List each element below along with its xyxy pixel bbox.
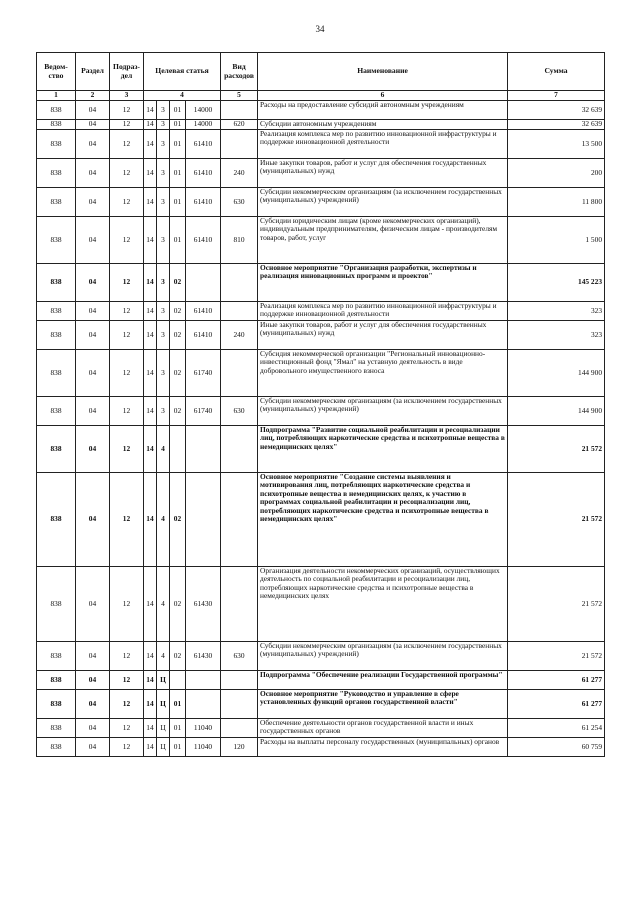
cell-direction — [186, 264, 221, 302]
table-row — [37, 130, 605, 159]
header-podrazdel: Подраз-дел — [110, 53, 144, 91]
cell-podrazdel: 12 — [110, 397, 144, 426]
cell-event: 01 — [170, 120, 186, 130]
cell-direction: 61430 — [186, 567, 221, 642]
table-row — [37, 188, 605, 217]
cell-event: 02 — [170, 473, 186, 567]
table-row — [37, 690, 605, 719]
cell-expense-type: 620 — [221, 120, 258, 130]
cell-razdel: 04 — [76, 321, 110, 350]
table-row — [37, 217, 605, 264]
table-row — [37, 567, 605, 642]
cell-sum: 11 800 — [508, 188, 605, 217]
cell-event: 02 — [170, 321, 186, 350]
cell-event: 02 — [170, 567, 186, 642]
cell-razdel: 04 — [76, 188, 110, 217]
cell-name: Субсидии некоммерческим организациям (за исключением государственных (муниципальных) учреждений) — [258, 397, 508, 426]
cell-direction: 11040 — [186, 738, 221, 757]
cell-razdel: 04 — [76, 473, 110, 567]
cell-program: 14 — [144, 738, 157, 757]
cell-razdel: 04 — [76, 120, 110, 130]
cell-podrazdel: 12 — [110, 642, 144, 671]
cell-subprogram: 3 — [157, 350, 170, 397]
cell-razdel: 04 — [76, 671, 110, 690]
cell-sum: 21 572 — [508, 567, 605, 642]
cell-name: Подпрограмма "Обеспечение реализации Государственной программы" — [258, 671, 508, 690]
cell-name: Расходы на предоставление субсидий автономным учреждениям — [258, 101, 508, 120]
cell-expense-type: 240 — [221, 321, 258, 350]
cell-podrazdel: 12 — [110, 738, 144, 757]
table-row — [37, 426, 605, 473]
cell-event: 02 — [170, 302, 186, 321]
cell-ved: 838 — [37, 567, 76, 642]
cell-name: Субсидия некоммерческой организации "Региональный инновационно-инвестиционный фонд "Ямал" на уставную деятельность в виде добровольного имущественного взноса — [258, 350, 508, 397]
cell-name: Иные закупки товаров, работ и услуг для обеспечения государственных (муниципальных) нужд — [258, 321, 508, 350]
cell-podrazdel: 12 — [110, 690, 144, 719]
cell-sum: 1 500 — [508, 217, 605, 264]
cell-sum: 32 639 — [508, 120, 605, 130]
cell-expense-type: 630 — [221, 188, 258, 217]
cell-subprogram: Ц — [157, 738, 170, 757]
cell-expense-type: 240 — [221, 159, 258, 188]
cell-subprogram: 3 — [157, 130, 170, 159]
cell-sum: 61 277 — [508, 690, 605, 719]
cell-direction: 61410 — [186, 321, 221, 350]
cell-razdel: 04 — [76, 719, 110, 738]
cell-ved: 838 — [37, 101, 76, 120]
cell-subprogram: 3 — [157, 120, 170, 130]
table-row — [37, 642, 605, 671]
cell-program: 14 — [144, 426, 157, 473]
cell-name: Субсидии некоммерческим организациям (за исключением государственных (муниципальных) учреждений) — [258, 642, 508, 671]
cell-name: Реализация комплекса мер по развитию инновационной инфраструктуры и поддержке инновационной деятельности — [258, 302, 508, 321]
cell-podrazdel: 12 — [110, 302, 144, 321]
table-row — [37, 101, 605, 120]
cell-ved: 838 — [37, 426, 76, 473]
cell-ved: 838 — [37, 264, 76, 302]
cell-direction: 61410 — [186, 302, 221, 321]
cell-expense-type — [221, 473, 258, 567]
cell-program: 14 — [144, 120, 157, 130]
table-row — [37, 397, 605, 426]
cell-event: 01 — [170, 188, 186, 217]
cell-name: Иные закупки товаров, работ и услуг для обеспечения государственных (муниципальных) нужд — [258, 159, 508, 188]
cell-name: Расходы на выплаты персоналу государственных (муниципальных) органов — [258, 738, 508, 757]
cell-event: 01 — [170, 130, 186, 159]
cell-expense-type — [221, 719, 258, 738]
cell-event: 01 — [170, 217, 186, 264]
cell-program: 14 — [144, 642, 157, 671]
cell-expense-type: 120 — [221, 738, 258, 757]
cell-event: 01 — [170, 719, 186, 738]
cell-razdel: 04 — [76, 567, 110, 642]
cell-name: Обеспечение деятельности органов государственной власти и иных государственных органов — [258, 719, 508, 738]
cell-event: 02 — [170, 264, 186, 302]
table-row — [37, 159, 605, 188]
cell-event: 01 — [170, 738, 186, 757]
cell-sum: 32 639 — [508, 101, 605, 120]
header-name: Наименование — [258, 53, 508, 91]
header-ved: Ведом-ство — [37, 53, 76, 91]
cell-name: Основное мероприятие "Организация разработки, экспертизы и реализация инновационных программ и проектов" — [258, 264, 508, 302]
table-row — [37, 671, 605, 690]
table-number-row — [37, 91, 605, 101]
cell-razdel: 04 — [76, 738, 110, 757]
table-row — [37, 473, 605, 567]
cell-ved: 838 — [37, 473, 76, 567]
cell-ved: 838 — [37, 642, 76, 671]
cell-ved: 838 — [37, 302, 76, 321]
header-number: 1 — [37, 91, 76, 101]
table-row — [37, 120, 605, 130]
cell-program: 14 — [144, 302, 157, 321]
cell-ved: 838 — [37, 217, 76, 264]
cell-direction: 14000 — [186, 101, 221, 120]
cell-razdel: 04 — [76, 130, 110, 159]
cell-name: Организация деятельности некоммерческих организаций, осуществляющих деятельность по социальной реабилитации и ресоциализации лиц, потребляющих наркотические средства и психотропные вещества в немедицинских целях — [258, 567, 508, 642]
cell-subprogram: 4 — [157, 473, 170, 567]
cell-name: Подпрограмма "Развитие социальной реабилитации и ресоциализации лиц, потребляющих наркотические средства и психотропные вещества в немедицинских целях" — [258, 426, 508, 473]
cell-subprogram: 3 — [157, 159, 170, 188]
cell-subprogram: 4 — [157, 426, 170, 473]
table-row — [37, 738, 605, 757]
header-razdel: Раздел — [76, 53, 110, 91]
cell-razdel: 04 — [76, 690, 110, 719]
cell-sum: 144 900 — [508, 350, 605, 397]
cell-program: 14 — [144, 321, 157, 350]
cell-podrazdel: 12 — [110, 130, 144, 159]
cell-program: 14 — [144, 397, 157, 426]
cell-program: 14 — [144, 690, 157, 719]
cell-name: Субсидии некоммерческим организациям (за исключением государственных (муниципальных) учреждений) — [258, 188, 508, 217]
cell-subprogram: 3 — [157, 321, 170, 350]
cell-direction: 14000 — [186, 120, 221, 130]
cell-podrazdel: 12 — [110, 567, 144, 642]
cell-podrazdel: 12 — [110, 101, 144, 120]
cell-name: Субсидии юридическим лицам (кроме некоммерческих организаций), индивидуальным предпринимателям, физическим лицам - производителям товаров, работ, услуг — [258, 217, 508, 264]
cell-ved: 838 — [37, 350, 76, 397]
cell-direction — [186, 671, 221, 690]
cell-direction: 11040 — [186, 719, 221, 738]
header-number: 4 — [144, 91, 221, 101]
cell-sum: 60 759 — [508, 738, 605, 757]
cell-sum: 21 572 — [508, 642, 605, 671]
cell-program: 14 — [144, 671, 157, 690]
cell-razdel: 04 — [76, 350, 110, 397]
cell-sum: 21 572 — [508, 473, 605, 567]
cell-event: 01 — [170, 159, 186, 188]
cell-direction: 61410 — [186, 159, 221, 188]
cell-subprogram: 3 — [157, 188, 170, 217]
cell-razdel: 04 — [76, 217, 110, 264]
cell-expense-type — [221, 426, 258, 473]
cell-ved: 838 — [37, 120, 76, 130]
cell-sum: 144 900 — [508, 397, 605, 426]
cell-subprogram: Ц — [157, 719, 170, 738]
cell-podrazdel: 12 — [110, 671, 144, 690]
cell-expense-type — [221, 302, 258, 321]
budget-table — [36, 52, 605, 757]
cell-program: 14 — [144, 159, 157, 188]
header-celevaya: Целевая статья — [144, 53, 221, 91]
cell-podrazdel: 12 — [110, 264, 144, 302]
cell-razdel: 04 — [76, 302, 110, 321]
cell-subprogram: 3 — [157, 397, 170, 426]
cell-direction: 61410 — [186, 130, 221, 159]
cell-ved: 838 — [37, 671, 76, 690]
cell-sum: 13 500 — [508, 130, 605, 159]
cell-razdel: 04 — [76, 642, 110, 671]
page-number: 34 — [315, 24, 325, 34]
cell-direction — [186, 426, 221, 473]
cell-ved: 838 — [37, 159, 76, 188]
cell-direction: 61410 — [186, 188, 221, 217]
cell-podrazdel: 12 — [110, 719, 144, 738]
table-row — [37, 350, 605, 397]
table-row — [37, 719, 605, 738]
cell-podrazdel: 12 — [110, 350, 144, 397]
cell-expense-type — [221, 690, 258, 719]
cell-ved: 838 — [37, 321, 76, 350]
cell-sum: 61 277 — [508, 671, 605, 690]
cell-ved: 838 — [37, 188, 76, 217]
cell-direction: 61410 — [186, 217, 221, 264]
cell-podrazdel: 12 — [110, 188, 144, 217]
cell-event: 01 — [170, 101, 186, 120]
cell-subprogram: Ц — [157, 671, 170, 690]
cell-razdel: 04 — [76, 101, 110, 120]
cell-direction: 61430 — [186, 642, 221, 671]
cell-expense-type: 630 — [221, 642, 258, 671]
cell-name: Основное мероприятие "Создание системы выявления и мотивирования лиц, потребляющих наркотические средства и психотропные вещества в немедицинских целях, к участию в программах социальной реабилитации и ресоциализации лиц, потребляющих наркотические средства и психотропные вещества в немедицинских целях" — [258, 473, 508, 567]
cell-event — [170, 426, 186, 473]
cell-subprogram: Ц — [157, 690, 170, 719]
cell-event: 02 — [170, 642, 186, 671]
cell-sum: 21 572 — [508, 426, 605, 473]
cell-ved: 838 — [37, 690, 76, 719]
cell-subprogram: 4 — [157, 642, 170, 671]
header-summa: Сумма — [508, 53, 605, 91]
cell-subprogram: 3 — [157, 264, 170, 302]
cell-podrazdel: 12 — [110, 159, 144, 188]
cell-subprogram: 4 — [157, 567, 170, 642]
cell-expense-type — [221, 350, 258, 397]
cell-program: 14 — [144, 350, 157, 397]
cell-razdel: 04 — [76, 426, 110, 473]
cell-subprogram: 3 — [157, 101, 170, 120]
table-row — [37, 302, 605, 321]
cell-program: 14 — [144, 567, 157, 642]
header-number: 6 — [258, 91, 508, 101]
cell-razdel: 04 — [76, 264, 110, 302]
header-vid: Вид расходов — [221, 53, 258, 91]
cell-program: 14 — [144, 473, 157, 567]
cell-expense-type — [221, 567, 258, 642]
cell-event: 02 — [170, 397, 186, 426]
cell-program: 14 — [144, 264, 157, 302]
cell-event — [170, 671, 186, 690]
cell-event: 02 — [170, 350, 186, 397]
cell-expense-type: 630 — [221, 397, 258, 426]
cell-name: Реализация комплекса мер по развитию инновационной инфраструктуры и поддержке инновационной деятельности — [258, 130, 508, 159]
cell-subprogram: 3 — [157, 302, 170, 321]
cell-ved: 838 — [37, 719, 76, 738]
header-number: 2 — [76, 91, 110, 101]
cell-expense-type — [221, 101, 258, 120]
cell-program: 14 — [144, 217, 157, 264]
cell-program: 14 — [144, 130, 157, 159]
cell-subprogram: 3 — [157, 217, 170, 264]
cell-direction: 61740 — [186, 397, 221, 426]
cell-expense-type: 810 — [221, 217, 258, 264]
cell-name: Субсидии автономным учреждениям — [258, 120, 508, 130]
cell-expense-type — [221, 671, 258, 690]
cell-expense-type — [221, 130, 258, 159]
header-number: 7 — [508, 91, 605, 101]
cell-program: 14 — [144, 188, 157, 217]
table-row — [37, 264, 605, 302]
cell-ved: 838 — [37, 130, 76, 159]
cell-podrazdel: 12 — [110, 217, 144, 264]
cell-direction: 61740 — [186, 350, 221, 397]
cell-expense-type — [221, 264, 258, 302]
cell-program: 14 — [144, 101, 157, 120]
cell-name: Основное мероприятие "Руководство и управление в сфере установленных функций органов государственной власти" — [258, 690, 508, 719]
cell-sum: 323 — [508, 302, 605, 321]
header-number: 5 — [221, 91, 258, 101]
cell-razdel: 04 — [76, 159, 110, 188]
table-header-row — [37, 53, 605, 91]
cell-sum: 200 — [508, 159, 605, 188]
cell-razdel: 04 — [76, 397, 110, 426]
cell-podrazdel: 12 — [110, 473, 144, 567]
cell-ved: 838 — [37, 397, 76, 426]
cell-sum: 61 254 — [508, 719, 605, 738]
table-row — [37, 321, 605, 350]
cell-ved: 838 — [37, 738, 76, 757]
cell-podrazdel: 12 — [110, 426, 144, 473]
cell-direction — [186, 473, 221, 567]
header-number: 3 — [110, 91, 144, 101]
cell-program: 14 — [144, 719, 157, 738]
cell-podrazdel: 12 — [110, 120, 144, 130]
cell-sum: 145 223 — [508, 264, 605, 302]
cell-event: 01 — [170, 690, 186, 719]
cell-direction — [186, 690, 221, 719]
cell-podrazdel: 12 — [110, 321, 144, 350]
cell-sum: 323 — [508, 321, 605, 350]
